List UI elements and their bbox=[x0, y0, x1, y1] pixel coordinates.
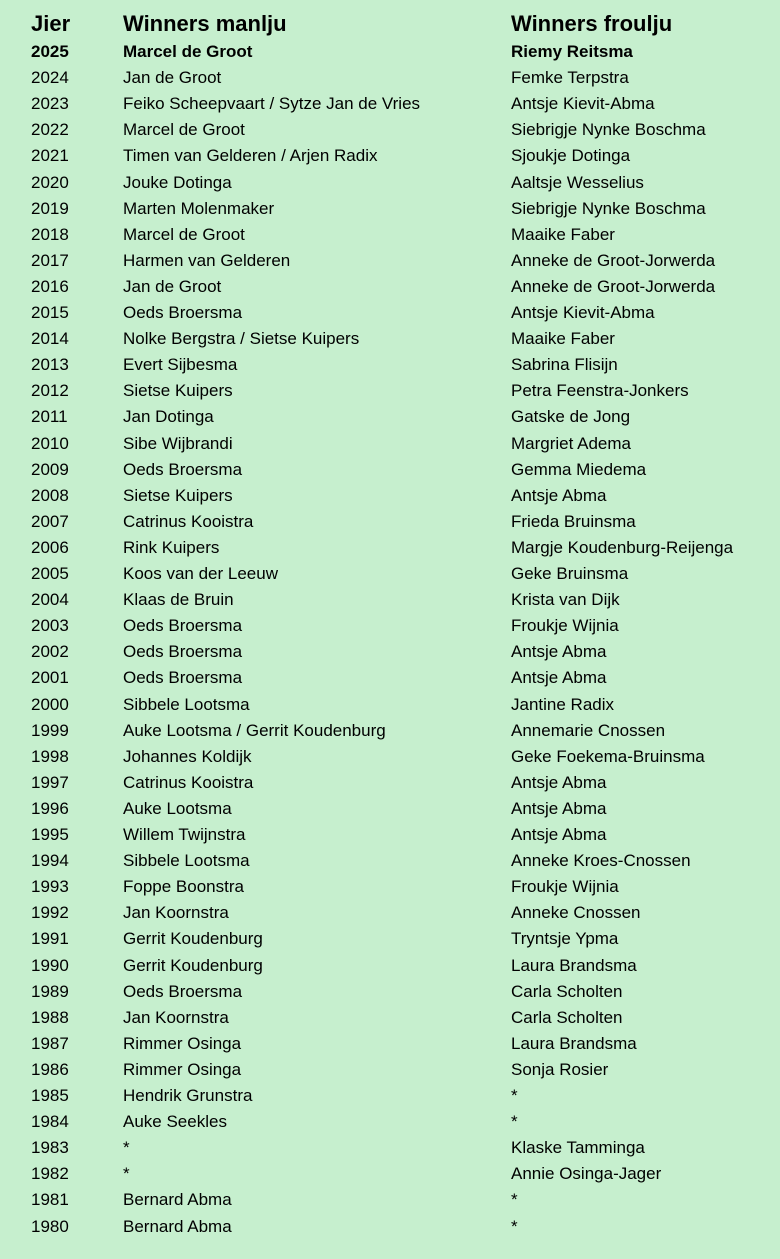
header-men: Winners manlju bbox=[123, 11, 287, 36]
women-winner-cell: Antsje Abma bbox=[511, 825, 607, 844]
table-row bbox=[0, 483, 780, 509]
women-winner-cell: Margriet Adema bbox=[511, 433, 631, 453]
table-row bbox=[0, 300, 780, 326]
table-row bbox=[0, 796, 780, 822]
table-row bbox=[0, 1187, 780, 1213]
table-row bbox=[0, 639, 780, 665]
women-winner-cell: Anneke de Groot-Jorwerda bbox=[511, 276, 716, 296]
year-cell: 1996 bbox=[31, 798, 69, 818]
year-cell: 1983 bbox=[31, 1138, 69, 1158]
women-winner-cell: Geke Foekema-Bruinsma bbox=[511, 746, 705, 766]
men-winner-cell: Harmen van Gelderen bbox=[123, 250, 291, 270]
table-row bbox=[0, 822, 780, 848]
men-winner-cell: Marcel de Groot bbox=[123, 42, 253, 61]
table-row bbox=[0, 352, 780, 378]
year-cell: 2010 bbox=[31, 433, 69, 453]
year-cell: 2012 bbox=[31, 381, 69, 401]
women-winner-cell: Antsje Abma bbox=[511, 642, 607, 662]
women-winner-cell: Margje Koudenburg-Reijenga bbox=[511, 537, 734, 557]
table-row bbox=[0, 509, 780, 535]
women-winner-cell: Krista van Dijk bbox=[511, 590, 620, 610]
men-winner-cell: Sibe Wijbrandi bbox=[123, 433, 233, 453]
year-cell: 1986 bbox=[31, 1059, 69, 1079]
men-winner-cell: Auke Lootsma bbox=[123, 798, 232, 818]
women-winner-cell: Annie Osinga-Jager bbox=[511, 1164, 662, 1184]
women-winner-cell: Aaltsje Wesselius bbox=[511, 172, 644, 192]
year-cell: 1984 bbox=[31, 1112, 69, 1132]
women-winner-cell: Froukje Wijnia bbox=[511, 616, 619, 636]
year-cell: 1980 bbox=[31, 1216, 69, 1236]
women-winner-cell: Gemma Miedema bbox=[511, 459, 647, 479]
header-year: Jier bbox=[31, 11, 71, 36]
year-cell: 2018 bbox=[31, 224, 69, 244]
table-row bbox=[0, 1109, 780, 1135]
women-winner-cell: Tryntsje Ypma bbox=[511, 929, 619, 949]
table-row bbox=[0, 848, 780, 874]
women-winner-cell: Anneke Cnossen bbox=[511, 903, 641, 923]
table-row bbox=[0, 770, 780, 796]
women-winner-cell: Maaike Faber bbox=[511, 224, 615, 244]
men-winner-cell: Oeds Broersma bbox=[123, 616, 243, 636]
women-winner-cell: Antsje Kievit-Abma bbox=[511, 303, 655, 322]
year-cell: 2007 bbox=[31, 511, 69, 531]
men-winner-cell: Jan de Groot bbox=[123, 68, 222, 88]
year-cell: 1995 bbox=[31, 825, 69, 844]
year-cell: 1985 bbox=[31, 1086, 69, 1105]
year-cell: 2001 bbox=[31, 668, 69, 688]
table-header bbox=[0, 9, 780, 39]
year-cell: 2017 bbox=[31, 250, 69, 270]
men-winner-cell: Johannes Koldijk bbox=[123, 746, 252, 766]
table-row bbox=[0, 1057, 780, 1083]
men-winner-cell: Bernard Abma bbox=[123, 1190, 232, 1210]
table-row bbox=[0, 170, 780, 196]
women-winner-cell: * bbox=[511, 1190, 518, 1210]
women-winner-cell: Siebrigje Nynke Boschma bbox=[511, 198, 706, 218]
men-winner-cell: Jan de Groot bbox=[123, 276, 222, 296]
year-cell: 2013 bbox=[31, 355, 69, 375]
year-cell: 2004 bbox=[31, 590, 69, 610]
men-winner-cell: Gerrit Koudenburg bbox=[123, 955, 263, 975]
year-cell: 2005 bbox=[31, 564, 69, 583]
table-row bbox=[0, 378, 780, 404]
year-cell: 1987 bbox=[31, 1033, 69, 1053]
men-winner-cell: * bbox=[123, 1138, 130, 1158]
women-winner-cell: Gatske de Jong bbox=[511, 407, 631, 427]
table-row bbox=[0, 900, 780, 926]
year-cell: 1989 bbox=[31, 981, 69, 1001]
table-row bbox=[0, 1083, 780, 1109]
women-winner-cell: Riemy Reitsma bbox=[511, 42, 633, 61]
women-winner-cell: Sonja Rosier bbox=[511, 1059, 609, 1079]
women-winner-cell: Frieda Bruinsma bbox=[511, 511, 636, 531]
table-row bbox=[0, 874, 780, 900]
table-row bbox=[0, 39, 780, 65]
table-row bbox=[0, 926, 780, 952]
women-winner-cell: * bbox=[511, 1086, 518, 1105]
men-winner-cell: Timen van Gelderen / Arjen Radix bbox=[123, 146, 378, 166]
men-winner-cell: Bernard Abma bbox=[123, 1216, 232, 1236]
table-row bbox=[0, 1214, 780, 1240]
men-winner-cell: Rink Kuipers bbox=[123, 537, 220, 557]
table-row bbox=[0, 561, 780, 587]
men-winner-cell: Auke Lootsma / Gerrit Koudenburg bbox=[123, 720, 386, 740]
men-winner-cell: Evert Sijbesma bbox=[123, 355, 238, 375]
men-winner-cell: Jan Koornstra bbox=[123, 1007, 229, 1027]
men-winner-cell: Klaas de Bruin bbox=[123, 590, 234, 610]
year-cell: 2000 bbox=[31, 694, 69, 714]
women-winner-cell: Laura Brandsma bbox=[511, 955, 637, 975]
table-row bbox=[0, 91, 780, 117]
men-winner-cell: Rimmer Osinga bbox=[123, 1059, 242, 1079]
table-row bbox=[0, 222, 780, 248]
women-winner-cell: * bbox=[511, 1112, 518, 1132]
table-row bbox=[0, 404, 780, 430]
year-cell: 1994 bbox=[31, 851, 69, 871]
year-cell: 1991 bbox=[31, 929, 69, 949]
table-row bbox=[0, 587, 780, 613]
men-winner-cell: Foppe Boonstra bbox=[123, 877, 244, 897]
women-winner-cell: Anneke de Groot-Jorwerda bbox=[511, 250, 716, 270]
table-row bbox=[0, 718, 780, 744]
year-cell: 2016 bbox=[31, 276, 69, 296]
table-row bbox=[0, 535, 780, 561]
men-winner-cell: Oeds Broersma bbox=[123, 303, 243, 322]
table-row bbox=[0, 196, 780, 222]
women-winner-cell: Jantine Radix bbox=[511, 694, 615, 714]
women-winner-cell: Geke Bruinsma bbox=[511, 564, 629, 583]
header-women: Winners froulju bbox=[511, 11, 673, 36]
table-row bbox=[0, 979, 780, 1005]
year-cell: 2006 bbox=[31, 537, 69, 557]
men-winner-cell: Nolke Bergstra / Sietse Kuipers bbox=[123, 329, 360, 349]
table-row bbox=[0, 457, 780, 483]
women-winner-cell: Carla Scholten bbox=[511, 1007, 623, 1027]
women-winner-cell: * bbox=[511, 1216, 518, 1236]
men-winner-cell: Jan Dotinga bbox=[123, 407, 214, 427]
year-cell: 1988 bbox=[31, 1007, 69, 1027]
women-winner-cell: Petra Feenstra-Jonkers bbox=[511, 381, 689, 401]
women-winner-cell: Sjoukje Dotinga bbox=[511, 146, 631, 166]
men-winner-cell: Feiko Scheepvaart / Sytze Jan de Vries bbox=[123, 94, 421, 114]
table-row bbox=[0, 613, 780, 639]
women-winner-cell: Froukje Wijnia bbox=[511, 877, 619, 897]
year-cell: 2009 bbox=[31, 459, 69, 479]
men-winner-cell: Willem Twijnstra bbox=[123, 825, 246, 844]
men-winner-cell: Oeds Broersma bbox=[123, 459, 243, 479]
men-winner-cell: Rimmer Osinga bbox=[123, 1033, 242, 1053]
men-winner-cell: Sibbele Lootsma bbox=[123, 694, 250, 714]
table-row bbox=[0, 665, 780, 691]
table-row bbox=[0, 431, 780, 457]
table-row bbox=[0, 274, 780, 300]
women-winner-cell: Siebrigje Nynke Boschma bbox=[511, 120, 706, 140]
year-cell: 1997 bbox=[31, 772, 69, 792]
men-winner-cell: Jan Koornstra bbox=[123, 903, 229, 923]
women-winner-cell: Antsje Kievit-Abma bbox=[511, 94, 655, 114]
year-cell: 1982 bbox=[31, 1164, 69, 1184]
men-winner-cell: Catrinus Kooistra bbox=[123, 772, 254, 792]
women-winner-cell: Antsje Abma bbox=[511, 485, 607, 505]
men-winner-cell: Oeds Broersma bbox=[123, 981, 243, 1001]
men-winner-cell: Auke Seekles bbox=[123, 1112, 227, 1132]
men-winner-cell: Marten Molenmaker bbox=[123, 198, 275, 218]
table-row bbox=[0, 143, 780, 169]
year-cell: 1990 bbox=[31, 955, 69, 975]
women-winner-cell: Sabrina Flisijn bbox=[511, 355, 618, 375]
table-row bbox=[0, 117, 780, 143]
men-winner-cell: Koos van der Leeuw bbox=[123, 564, 278, 583]
women-winner-cell: Anneke Kroes-Cnossen bbox=[511, 851, 691, 871]
women-winner-cell: Klaske Tamminga bbox=[511, 1138, 645, 1158]
men-winner-cell: Marcel de Groot bbox=[123, 120, 245, 140]
men-winner-cell: Marcel de Groot bbox=[123, 224, 245, 244]
year-cell: 2019 bbox=[31, 198, 69, 218]
year-cell: 2003 bbox=[31, 616, 69, 636]
table-row bbox=[0, 1031, 780, 1057]
table-row bbox=[0, 326, 780, 352]
year-cell: 2011 bbox=[31, 407, 68, 427]
year-cell: 2020 bbox=[31, 172, 69, 192]
women-winner-cell: Maaike Faber bbox=[511, 329, 615, 349]
men-winner-cell: Sibbele Lootsma bbox=[123, 851, 250, 871]
year-cell: 2021 bbox=[31, 146, 69, 166]
table-row bbox=[0, 1135, 780, 1161]
women-winner-cell: Carla Scholten bbox=[511, 981, 623, 1001]
men-winner-cell: Oeds Broersma bbox=[123, 642, 243, 662]
year-cell: 2014 bbox=[31, 329, 69, 349]
men-winner-cell: Sietse Kuipers bbox=[123, 485, 233, 505]
year-cell: 1981 bbox=[31, 1190, 69, 1210]
men-winner-cell: Hendrik Grunstra bbox=[123, 1086, 253, 1105]
table-row bbox=[0, 1161, 780, 1187]
year-cell: 2008 bbox=[31, 485, 69, 505]
year-cell: 2022 bbox=[31, 120, 69, 140]
women-winner-cell: Laura Brandsma bbox=[511, 1033, 637, 1053]
table-row bbox=[0, 65, 780, 91]
year-cell: 1999 bbox=[31, 720, 69, 740]
men-winner-cell: Jouke Dotinga bbox=[123, 172, 232, 192]
women-winner-cell: Antsje Abma bbox=[511, 772, 607, 792]
year-cell: 2023 bbox=[31, 94, 69, 114]
men-winner-cell: * bbox=[123, 1164, 130, 1184]
year-cell: 2024 bbox=[31, 68, 69, 88]
table-row bbox=[0, 248, 780, 274]
year-cell: 1998 bbox=[31, 746, 69, 766]
men-winner-cell: Oeds Broersma bbox=[123, 668, 243, 688]
men-winner-cell: Catrinus Kooistra bbox=[123, 511, 254, 531]
year-cell: 2002 bbox=[31, 642, 69, 662]
year-cell: 2015 bbox=[31, 303, 69, 322]
women-winner-cell: Annemarie Cnossen bbox=[511, 720, 666, 740]
year-cell: 1993 bbox=[31, 877, 69, 897]
women-winner-cell: Femke Terpstra bbox=[511, 68, 629, 88]
table-row bbox=[0, 692, 780, 718]
table-row bbox=[0, 953, 780, 979]
table-row bbox=[0, 744, 780, 770]
year-cell: 1992 bbox=[31, 903, 69, 923]
men-winner-cell: Gerrit Koudenburg bbox=[123, 929, 263, 949]
women-winner-cell: Antsje Abma bbox=[511, 668, 607, 688]
year-cell: 2025 bbox=[31, 42, 69, 61]
women-winner-cell: Antsje Abma bbox=[511, 798, 607, 818]
table-row bbox=[0, 1005, 780, 1031]
men-winner-cell: Sietse Kuipers bbox=[123, 381, 233, 401]
